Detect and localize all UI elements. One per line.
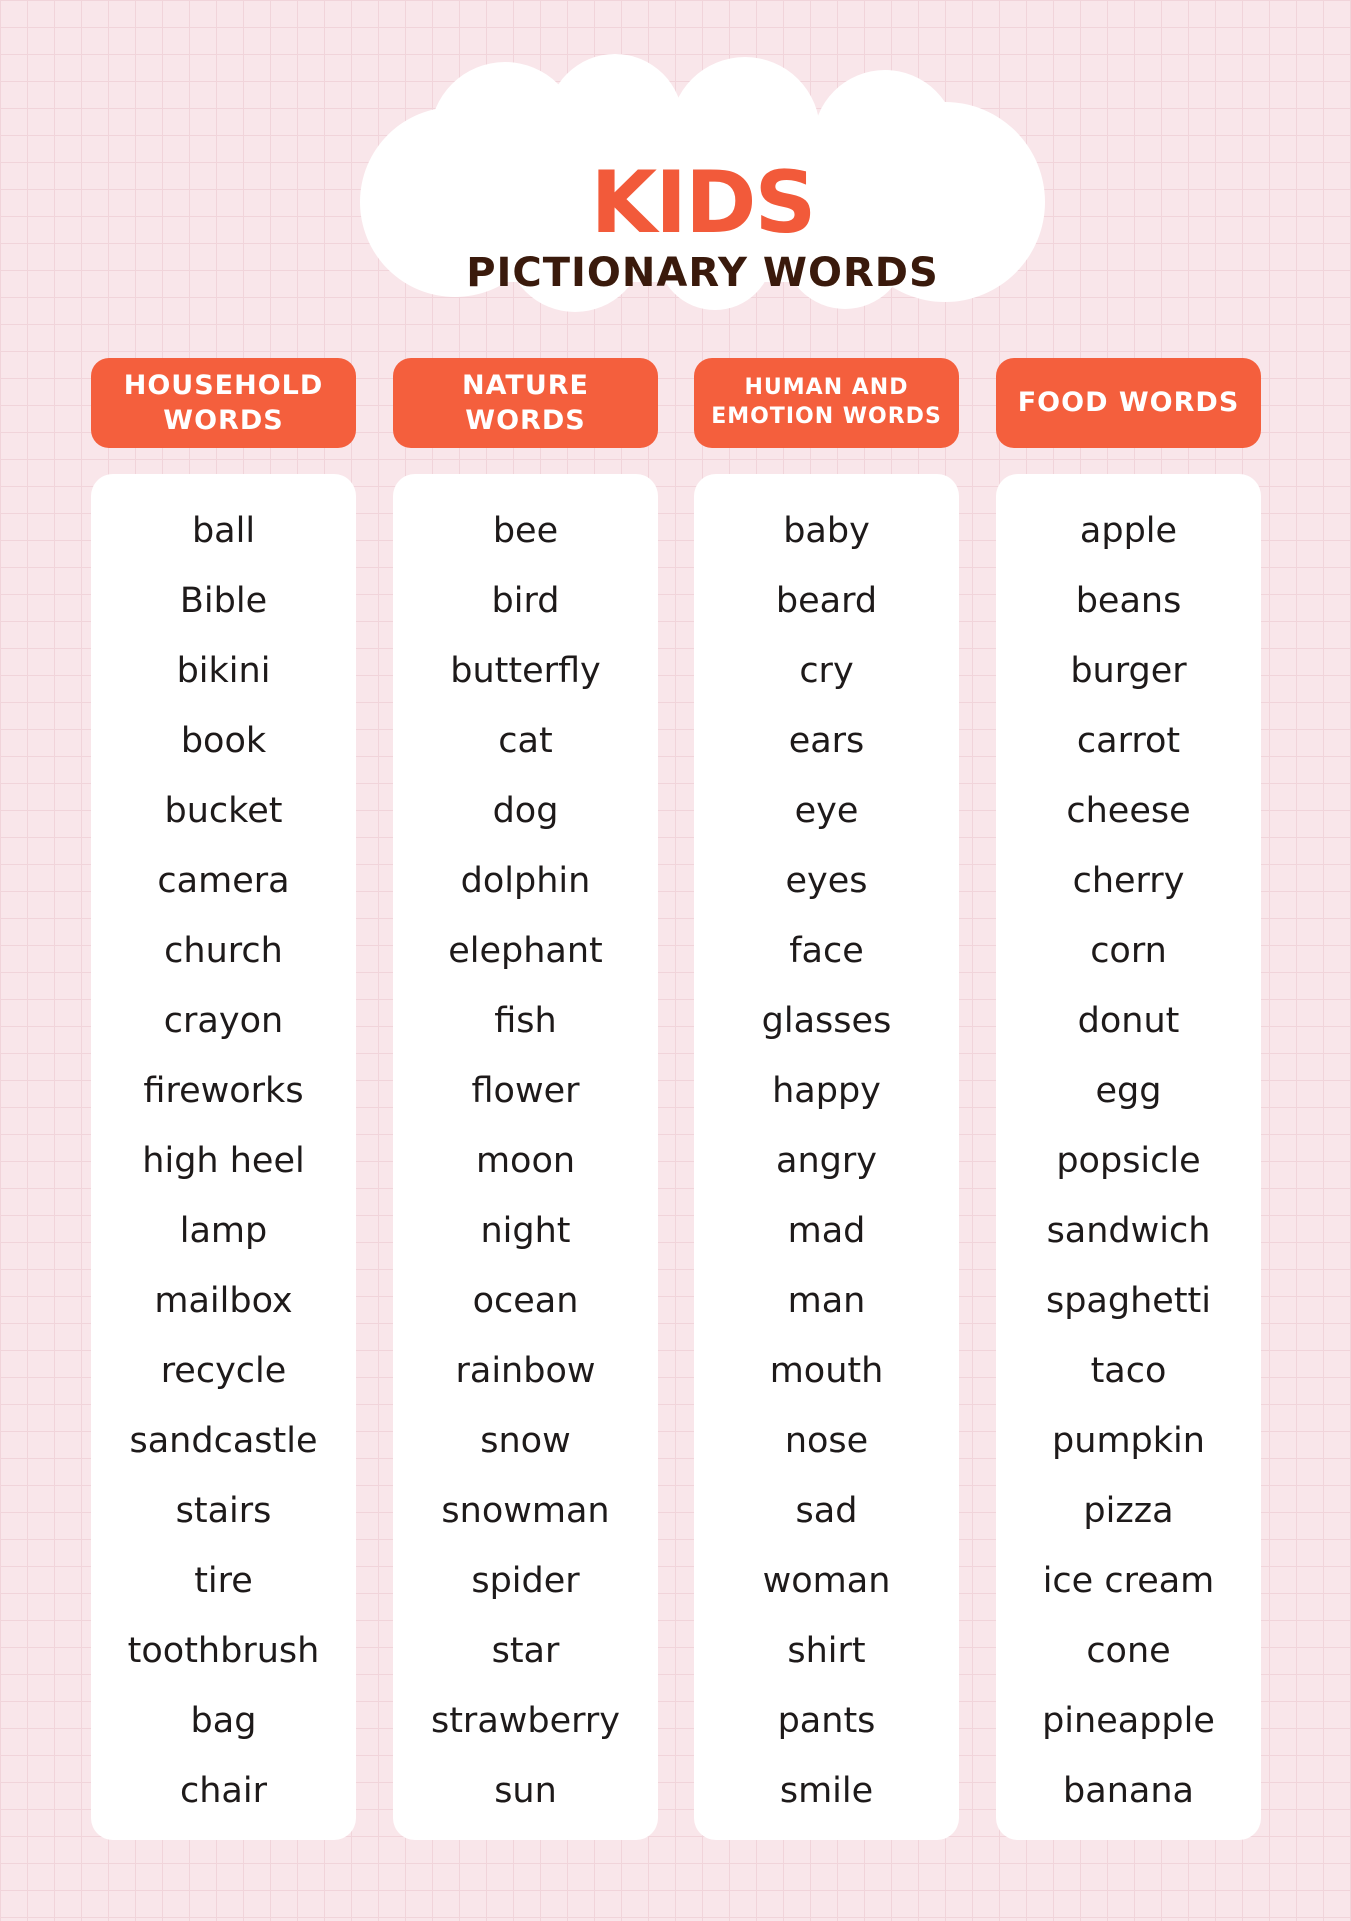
list-item: ball xyxy=(191,511,256,551)
column-nature xyxy=(393,358,658,1840)
word-list-household xyxy=(91,474,356,1840)
list-item: corn xyxy=(1090,931,1167,971)
list-item: beans xyxy=(1075,581,1182,621)
list-item: cheese xyxy=(1066,791,1191,831)
list-item: pizza xyxy=(1083,1491,1174,1531)
list-item: stairs xyxy=(175,1491,272,1531)
list-item: pants xyxy=(777,1701,876,1741)
list-item: mouth xyxy=(769,1351,884,1391)
list-item: carrot xyxy=(1076,721,1181,761)
list-item: mad xyxy=(787,1211,866,1251)
list-item: cry xyxy=(799,651,854,691)
list-item: ice cream xyxy=(1042,1561,1215,1601)
word-list-food xyxy=(996,474,1261,1840)
title-cloud xyxy=(345,52,1060,312)
list-item: eyes xyxy=(785,861,868,901)
list-item: spaghetti xyxy=(1045,1281,1211,1321)
list-item: crayon xyxy=(163,1001,284,1041)
list-item: donut xyxy=(1077,1001,1180,1041)
list-item: night xyxy=(480,1211,571,1251)
list-item: egg xyxy=(1095,1071,1162,1111)
list-item: dolphin xyxy=(460,861,591,901)
list-item: burger xyxy=(1070,651,1187,691)
list-item: sandwich xyxy=(1046,1211,1211,1251)
list-item: sad xyxy=(795,1491,858,1531)
list-item: moon xyxy=(475,1141,576,1181)
list-item: lamp xyxy=(179,1211,268,1251)
list-item: taco xyxy=(1090,1351,1167,1391)
page-subtitle: PICTIONARY WORDS xyxy=(466,250,939,296)
list-item: angry xyxy=(776,1141,877,1181)
list-item: banana xyxy=(1063,1771,1194,1811)
list-item: glasses xyxy=(761,1001,892,1041)
list-item: beard xyxy=(775,581,878,621)
list-item: bird xyxy=(491,581,560,621)
list-item: camera xyxy=(157,861,290,901)
list-item: snowman xyxy=(441,1491,610,1531)
list-item: cherry xyxy=(1072,861,1185,901)
word-list-nature xyxy=(393,474,658,1840)
column-header-food: FOOD WORDS xyxy=(996,358,1261,448)
column-header-nature: NATURE WORDS xyxy=(393,358,658,448)
list-item: dog xyxy=(492,791,559,831)
column-header-human-emotion: HUMAN AND EMOTION WORDS xyxy=(694,358,959,448)
list-item: happy xyxy=(772,1071,881,1111)
column-header-household: HOUSEHOLD WORDS xyxy=(91,358,356,448)
list-item: strawberry xyxy=(430,1701,621,1741)
list-item: star xyxy=(491,1631,560,1671)
word-list-human-emotion xyxy=(694,474,959,1840)
list-item: spider xyxy=(471,1561,580,1601)
list-item: man xyxy=(787,1281,866,1321)
list-item: nose xyxy=(784,1421,869,1461)
list-item: cone xyxy=(1086,1631,1171,1671)
list-item: chair xyxy=(180,1771,267,1811)
list-item: elephant xyxy=(448,931,603,971)
list-item: bag xyxy=(190,1701,257,1741)
list-item: rainbow xyxy=(455,1351,596,1391)
list-item: mailbox xyxy=(154,1281,293,1321)
list-item: woman xyxy=(762,1561,891,1601)
list-item: apple xyxy=(1079,511,1178,551)
list-item: eye xyxy=(794,791,859,831)
list-item: smile xyxy=(779,1771,874,1811)
column-human-emotion xyxy=(694,358,959,1840)
column-food xyxy=(996,358,1261,1840)
list-item: ears xyxy=(788,721,865,761)
list-item: book xyxy=(180,721,267,761)
list-item: bucket xyxy=(164,791,283,831)
list-item: butterfly xyxy=(450,651,601,691)
list-item: recycle xyxy=(160,1351,287,1391)
list-item: sun xyxy=(494,1771,557,1811)
list-item: Bible xyxy=(179,581,268,621)
list-item: toothbrush xyxy=(127,1631,320,1671)
list-item: fish xyxy=(494,1001,557,1041)
list-item: face xyxy=(789,931,864,971)
page-title: KIDS xyxy=(590,153,815,253)
list-item: sandcastle xyxy=(129,1421,318,1461)
list-item: church xyxy=(164,931,283,971)
list-item: baby xyxy=(783,511,870,551)
list-item: popsicle xyxy=(1056,1141,1201,1181)
list-item: pumpkin xyxy=(1052,1421,1205,1461)
list-item: high heel xyxy=(142,1141,305,1181)
list-item: tire xyxy=(194,1561,253,1601)
list-item: cat xyxy=(498,721,553,761)
list-item: shirt xyxy=(787,1631,866,1671)
list-item: pineapple xyxy=(1042,1701,1215,1741)
list-item: bikini xyxy=(176,651,271,691)
list-item: bee xyxy=(492,511,559,551)
list-item: snow xyxy=(480,1421,571,1461)
list-item: flower xyxy=(471,1071,580,1111)
list-item: fireworks xyxy=(143,1071,304,1111)
list-item: ocean xyxy=(472,1281,579,1321)
column-household xyxy=(91,358,356,1840)
